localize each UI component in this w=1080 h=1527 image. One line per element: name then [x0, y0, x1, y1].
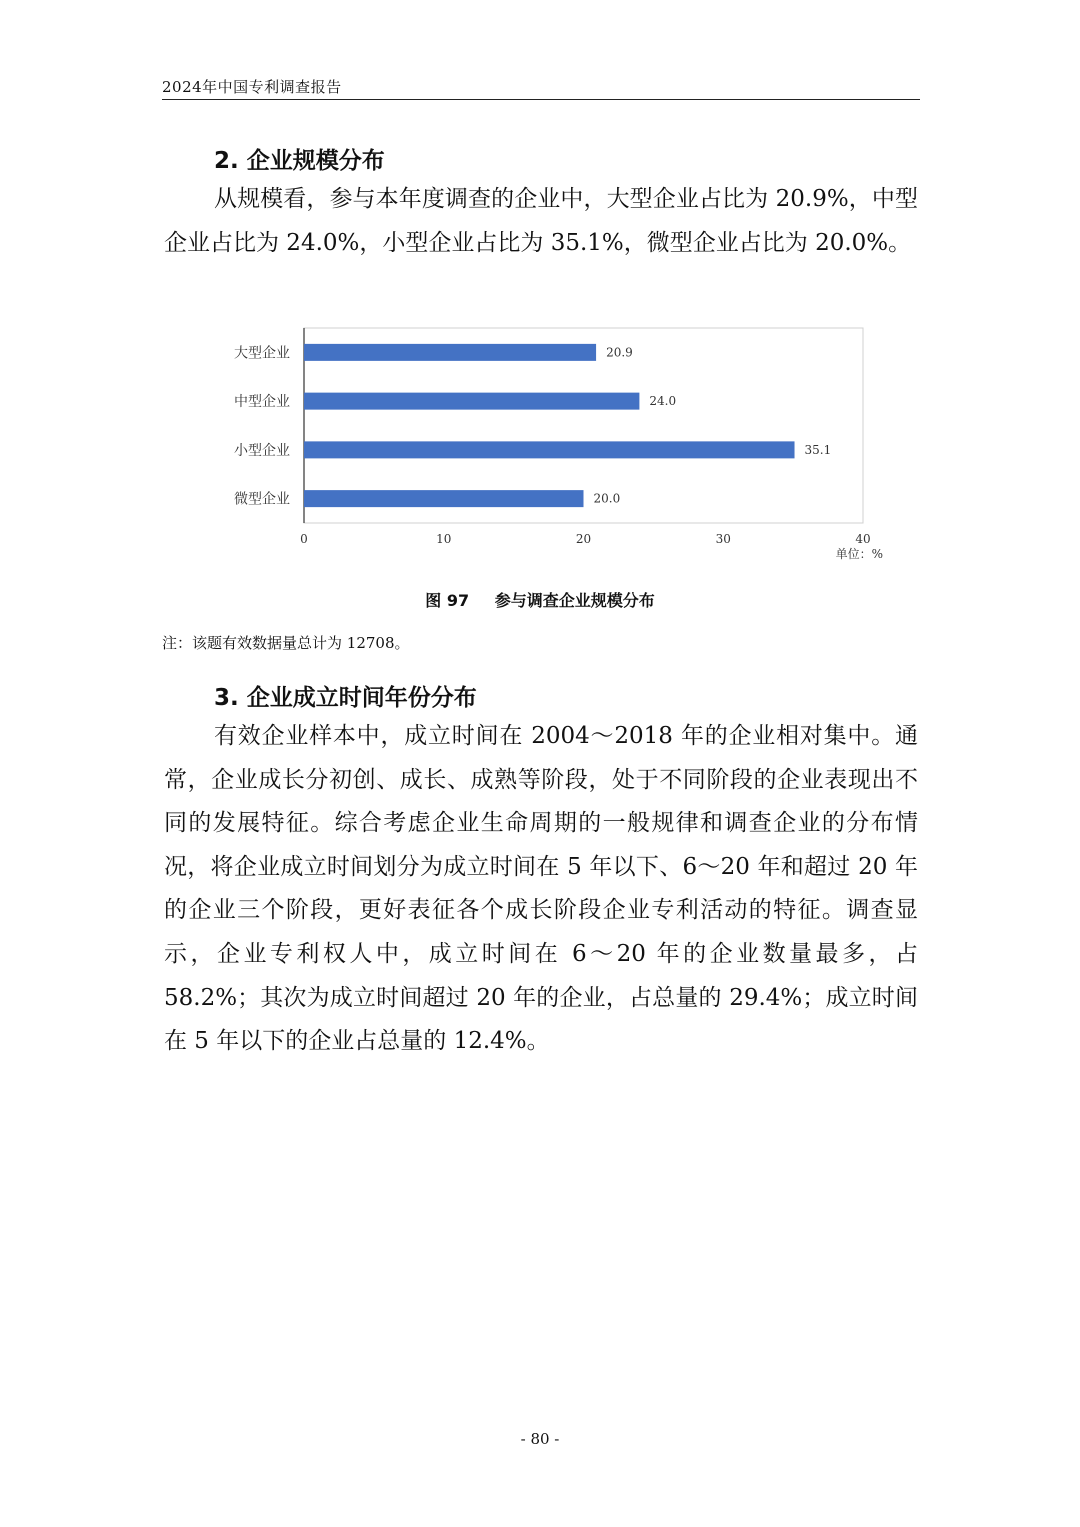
category-label: 小型企业: [234, 442, 290, 459]
section-2-title: 2. 企业规模分布: [214, 148, 385, 174]
data-label: 20.9: [606, 345, 633, 360]
bar-0: [304, 344, 596, 361]
category-label: 大型企业: [234, 345, 290, 362]
chart-canvas: [200, 316, 900, 576]
x-tick-label: 10: [436, 532, 452, 546]
unit-label: 单位：%: [835, 547, 883, 561]
x-tick-label: 0: [300, 532, 308, 546]
figure-number: 图 97: [425, 591, 470, 610]
x-tick-label: 40: [855, 532, 871, 546]
category-label: 微型企业: [234, 491, 290, 508]
x-tick-label: 20: [575, 532, 592, 546]
bar-1: [304, 393, 639, 410]
bar-chart: [200, 316, 900, 576]
data-label: 24.0: [649, 394, 677, 409]
running-header: 2024年中国专利调查报告: [162, 78, 342, 96]
section-2-paragraph: 从规模看，参与本年度调查的企业中，大型企业占比为 20.9%，中型企业占比为 24.0%，小型企业占比为 35.1%，微型企业占比为 20.0%。: [164, 186, 918, 256]
category-label: 中型企业: [234, 394, 290, 411]
data-label: 35.1: [804, 442, 832, 457]
page-number: - 80 -: [520, 1430, 560, 1448]
figure-title: 参与调查企业规模分布: [494, 591, 655, 610]
header-rule: [162, 99, 920, 100]
section-3-title: 3. 企业成立时间年份分布: [214, 685, 477, 711]
figure-caption: [0, 588, 1080, 611]
section-3-paragraph: 有效企业样本中，成立时间在 2004～2018 年的企业相对集中。通常，企业成长分初创、成长、成熟等阶段，处于不同阶段的企业表现出不同的发展特征。综合考虑企业生命周期的一般规律和调查企业的分布情况，将企业成立时间划分为成立时间在 5 年以下、6～20 年和超过 20 年的企业三个阶段，更好表征各个成长阶段企业专利活动的特征。调查显示，企业专利权人中，成立时间在 6～20 年的企业数量最多，占 58.2%；其次为成立时间超过 20 年的企业，占总量的 29.4%；成立时间在 5 年以下的企业占总量的 12.4%。: [164, 723, 918, 1055]
data-label: 20.0: [593, 491, 621, 506]
bar-2: [304, 441, 795, 458]
x-tick-label: 30: [715, 532, 731, 546]
data-note: 注：该题有效数据量总计为 12708。: [162, 634, 410, 652]
bar-3: [304, 490, 584, 507]
